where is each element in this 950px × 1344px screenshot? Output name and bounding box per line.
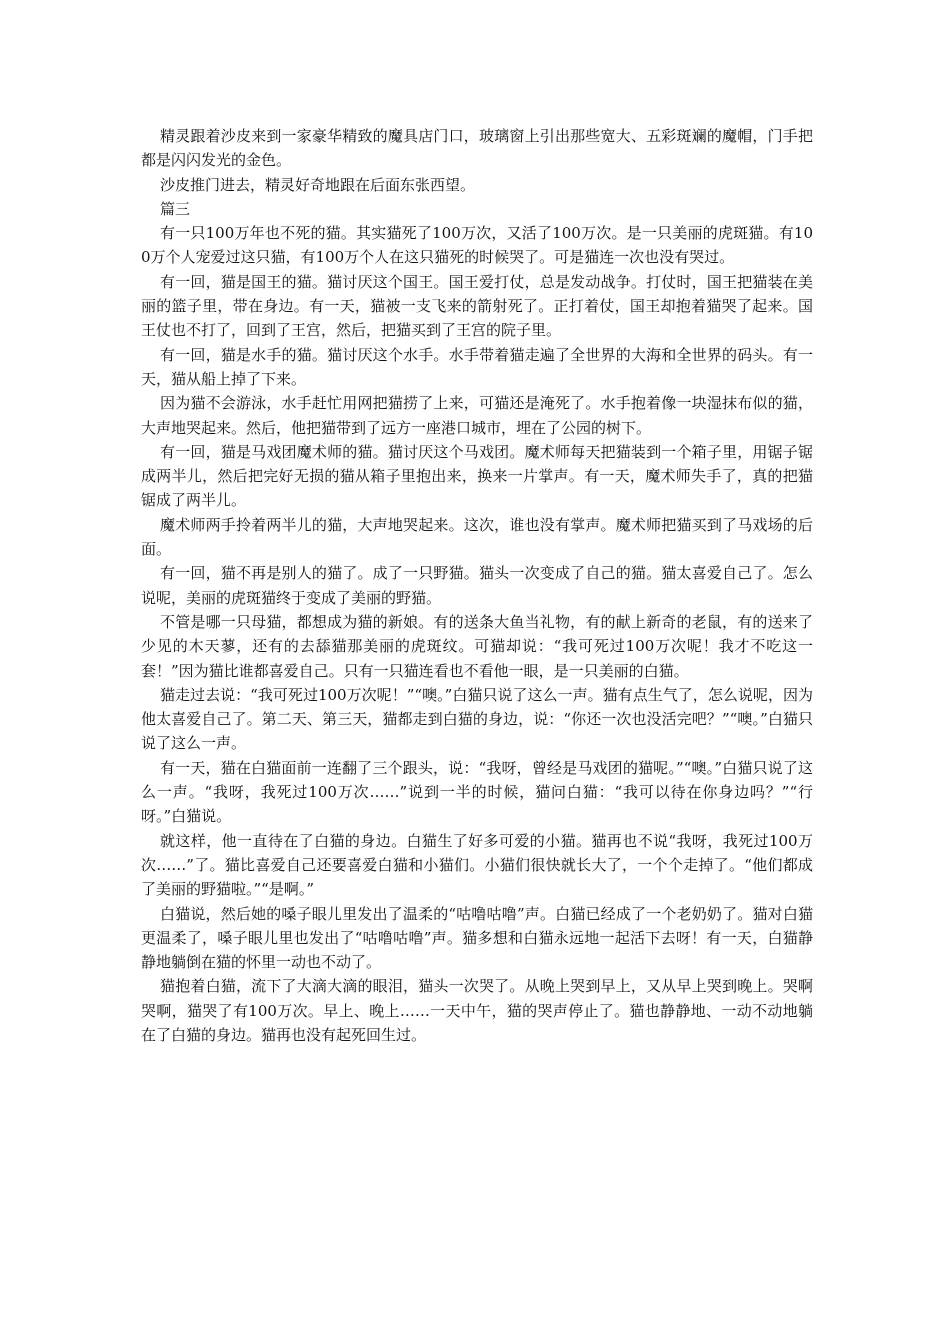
paragraph: 沙皮推门进去，精灵好奇地跟在后面东张西望。 xyxy=(160,175,476,194)
paragraph: 魔术师两手拎着两半儿的猫，大声地哭起来。这次，谁也没有掌声。魔术师把猫买到了马戏场的后面。 xyxy=(141,515,813,559)
paragraph: 有一回，猫不再是别人的猫了。成了一只野猫。猫头一次变成了自己的猫。猫太喜爱自己了。怎么说呢，美丽的虎斑猫终于变成了美丽的野猫。 xyxy=(141,564,813,607)
paragraph: 精灵跟着沙皮来到一家豪华精致的魔具店门口，玻璃窗上引出那些宽大、五彩斑斓的魔帽，门手把都是闪闪发光的金色。 xyxy=(141,127,813,170)
paragraph: 有一只100万年也不死的猫。其实猫死了100万次，又活了100万次。是一只美丽的虎斑猫。有100万个人宠爱过这只猫，有100万个人在这只猫死的时候哭了。可是猫连一次也没有哭过。 xyxy=(141,224,813,267)
paragraph: 有一回，猫是水手的猫。猫讨厌这个水手。水手带着猫走遍了全世界的大海和全世界的码头。有一天，猫从船上掉了下来。 xyxy=(141,345,813,388)
paragraph: 因为猫不会游泳，水手赶忙用网把猫捞了上来，可猫还是淹死了。水手抱着像一块湿抹布似的猫，大声地哭起来。然后，他把猫带到了远方一座港口城市，埋在了公园的树下。 xyxy=(141,394,813,437)
paragraph: 猫抱着白猫，流下了大滴大滴的眼泪，猫头一次哭了。从晚上哭到早上，又从早上哭到晚上。哭啊哭啊，猫哭了有100万次。早上、晚上……一天中午，猫的哭声停止了。猫也静静地、一动不动地躺在了白猫的身边。猫再也没有起死回生过。 xyxy=(141,977,813,1044)
paragraph: 不管是哪一只母猫，都想成为猫的新娘。有的送条大鱼当礼物，有的献上新奇的老鼠，有的送来了少见的木天蓼，还有的去舔猫那美丽的虎斑纹。可猫却说：“我可死过100万次呢！我才不吃这一套！”因为猫比谁都喜爱自己。只有一只猫连看也不看他一眼，是一只美丽的白猫。 xyxy=(141,612,813,680)
document-body xyxy=(141,124,813,1047)
paragraph: 有一回，猫是马戏团魔术师的猫。猫讨厌这个马戏团。魔术师每天把猫装到一个箱子里，用锯子锯成两半儿，然后把完好无损的猫从箱子里抱出来，换来一片掌声。有一天，魔术师失手了，真的把猫锯成了两半儿。 xyxy=(141,442,813,510)
paragraph: 有一天，猫在白猫面前一连翻了三个跟头，说：“我呀，曾经是马戏团的猫呢。”“噢。”白猫只说了这么一声。“我呀，我死过100万次……”说到一半的时候，猫问白猫：“我可以待在你身边吗？”“行呀。”白猫说。 xyxy=(141,758,813,826)
section-heading: 篇三 xyxy=(160,199,191,218)
paragraph: 白猫说，然后她的嗓子眼儿里发出了温柔的“咕噜咕噜”声。白猫已经成了一个老奶奶了。猫对白猫更温柔了，嗓子眼儿里也发出了“咕噜咕噜”声。猫多想和白猫永远地一起活下去呀！有一天，白猫静静地躺倒在猫的怀里一动也不动了。 xyxy=(141,904,813,972)
paragraph: 就这样，他一直待在了白猫的身边。白猫生了好多可爱的小猫。猫再也不说“我呀，我死过100万次……”了。猫比喜爱自己还要喜爱白猫和小猫们。小猫们很快就长大了，一个个走掉了。“他们都成了美丽的野猫啦。”“是啊。” xyxy=(141,831,813,899)
paragraph: 猫走过去说：“我可死过100万次呢！”“噢。”白猫只说了这么一声。猫有点生气了，怎么说呢，因为他太喜爱自己了。第二天、第三天，猫都走到白猫的身边，说：“你还一次也没活完吧？”“噢。”白猫只说了这么一声。 xyxy=(141,685,813,753)
paragraph: 有一回，猫是国王的猫。猫讨厌这个国王。国王爱打仗，总是发动战争。打仗时，国王把猫装在美丽的篮子里，带在身边。有一天，猫被一支飞来的箭射死了。正打着仗，国王却抱着猫哭了起来。国王仗也不打了，回到了王宫，然后，把猫买到了王宫的院子里。 xyxy=(141,272,813,340)
